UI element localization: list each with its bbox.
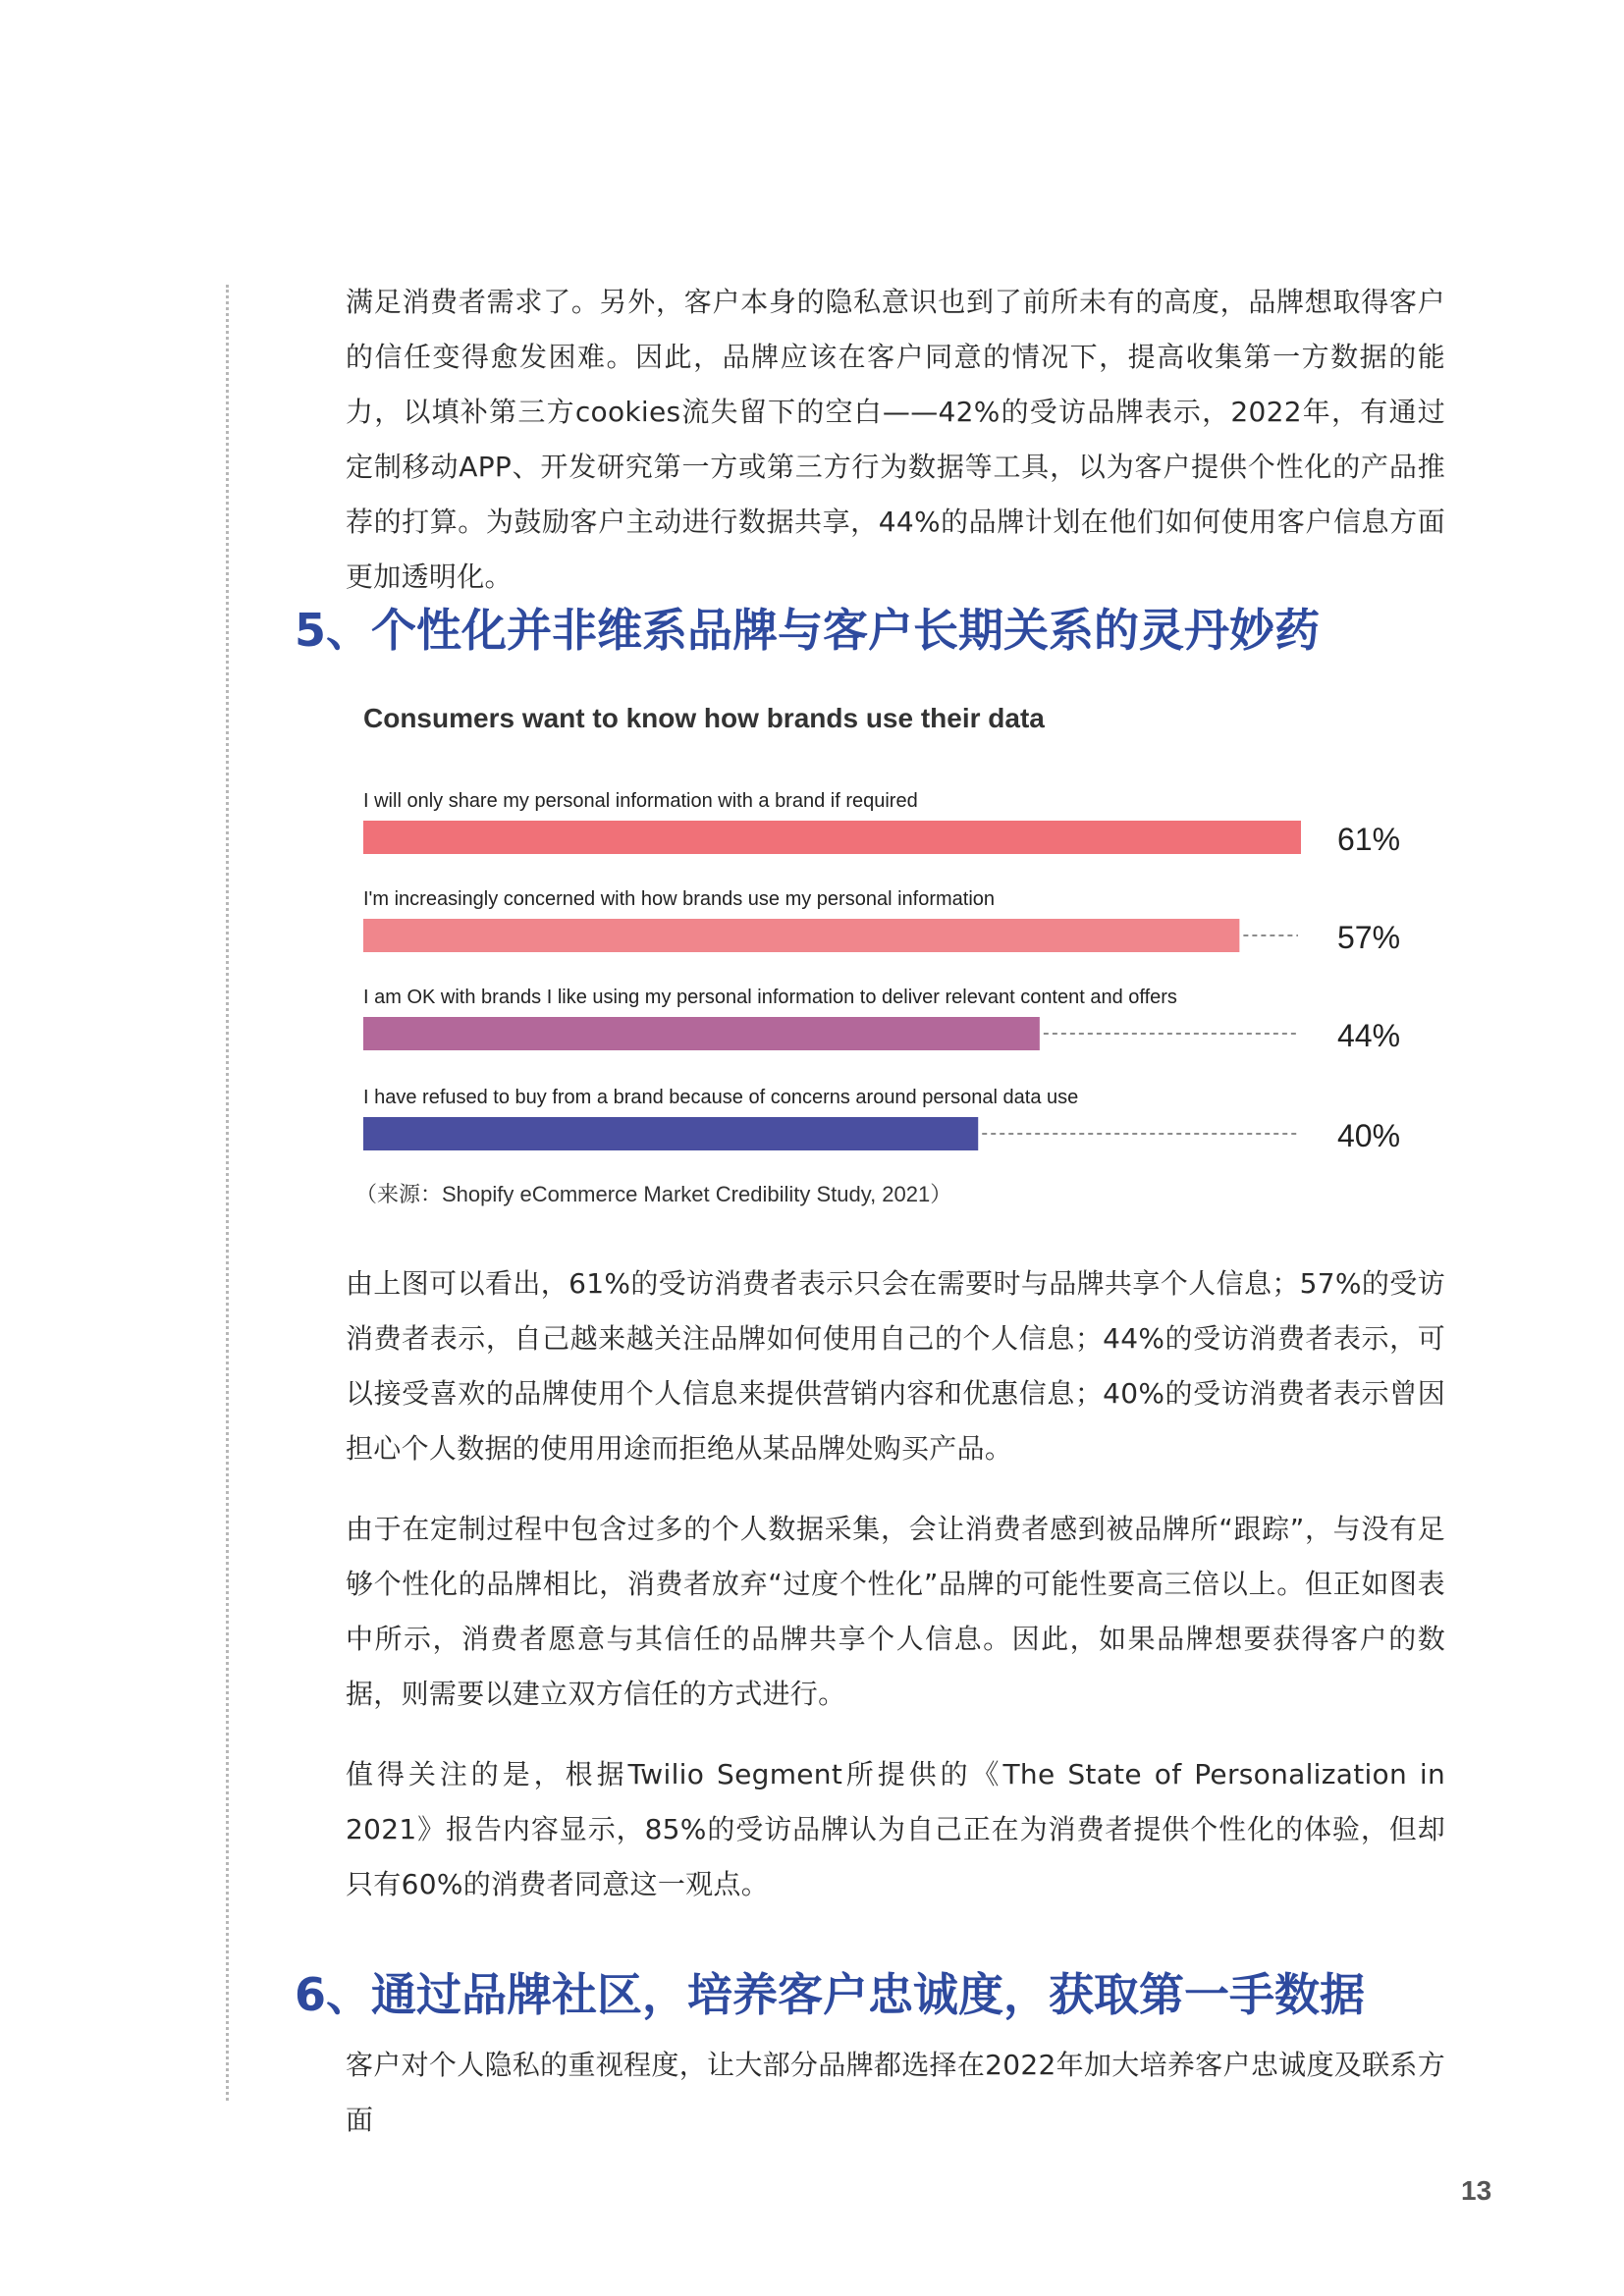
bar-label: I have refused to buy from a brand because of concerns around personal data use	[363, 1087, 1079, 1108]
bar-value-label: 40%	[1337, 1118, 1401, 1153]
bar-label: I will only share my personal information with a brand if required	[363, 790, 918, 812]
section-5-heading: 5、个性化并非维系品牌与客户长期关系的灵丹妙药	[295, 604, 1321, 657]
community-paragraph: 客户对个人隐私的重视程度，让大部分品牌都选择在2022年加大培养客户忠诚度及联系方面	[346, 2049, 1445, 2136]
bar-value-label: 57%	[1337, 920, 1401, 955]
bar	[363, 1117, 978, 1150]
bar	[363, 1017, 1040, 1050]
chart-title: Consumers want to know how brands use their data	[363, 703, 1045, 733]
bar	[363, 919, 1239, 952]
analysis-paragraph: 由上图可以看出，61%的受访消费者表示只会在需要时与品牌共享个人信息；57%的受访消费者表示，自己越来越关注品牌如何使用自己的个人信息；44%的受访消费者表示，可以接受喜欢的品牌使用个人信息来提供营销内容和优惠信息；40%的受访消费者表示曾因担心个人数据的使用用途而拒绝从某品牌处购买产品。	[346, 1267, 1445, 1465]
bar	[363, 821, 1301, 854]
customization-paragraph: 由于在定制过程中包含过多的个人数据采集，会让消费者感到被品牌所“跟踪”，与没有足够个性化的品牌相比，消费者放弃“过度个性化”品牌的可能性要高三倍以上。但正如图表中所示，消费者愿意与其信任的品牌共享个人信息。因此，如果品牌想要获得客户的数据，则需要以建立双方信任的方式进行。	[346, 1513, 1445, 1710]
chart-source: （来源：Shopify eCommerce Market Credibility Study, 2021）	[355, 1182, 952, 1206]
page-number: 13	[1461, 2175, 1492, 2206]
bar-value-label: 61%	[1337, 822, 1401, 857]
bar-label: I am OK with brands I like using my personal information to deliver relevant content and offers	[363, 987, 1177, 1008]
bar-value-label: 44%	[1337, 1018, 1401, 1053]
section-6-heading: 6、通过品牌社区，培养客户忠诚度，获取第一手数据	[295, 1968, 1366, 2021]
twilio-paragraph: 值得关注的是，根据Twilio Segment所提供的《The State of Personalization in 2021》报告内容显示，85%的受访品牌认为自己正在为消费者提供个性化的体验，但却只有60%的消费者同意这一观点。	[346, 1758, 1445, 1900]
bar-label: I'm increasingly concerned with how brands use my personal information	[363, 888, 996, 910]
intro-paragraph: 满足消费者需求了。另外，客户本身的隐私意识也到了前所未有的高度，品牌想取得客户的信任变得愈发困难。因此，品牌应该在客户同意的情况下，提高收集第一方数据的能力，以填补第三方cookies流失留下的空白——42%的受访品牌表示，2022年，有通过定制移动APP、开发研究第一方或第三方行为数据等工具，以为客户提供个性化的产品推荐的打算。为鼓励客户主动进行数据共享，44%的品牌计划在他们如何使用客户信息方面更加透明化。	[346, 286, 1445, 593]
